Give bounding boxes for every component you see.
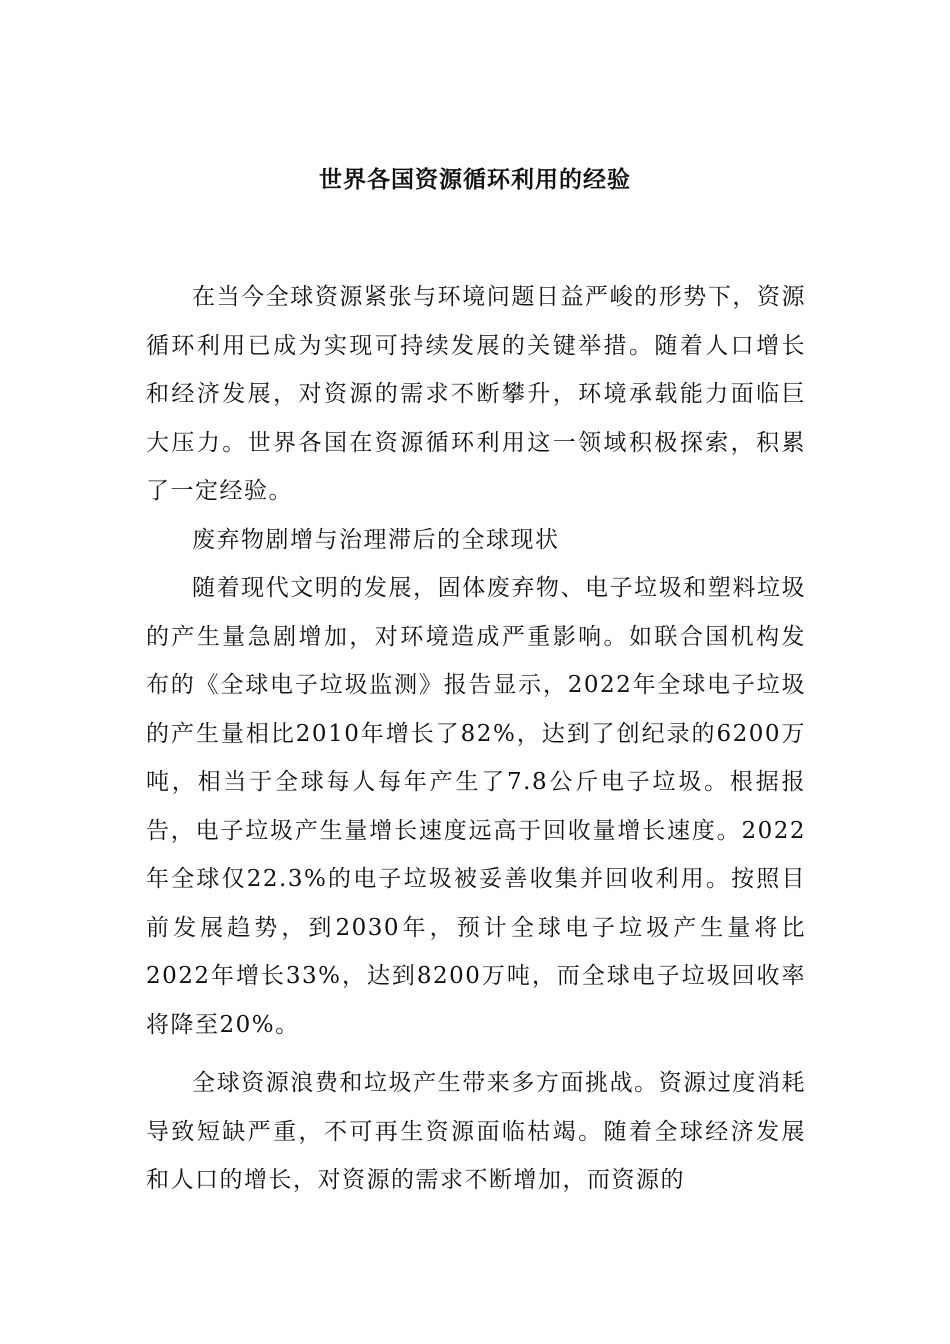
paragraph-ewaste: 随着现代文明的发展，固体废弃物、电子垃圾和塑料垃圾的产生量急剧增加，对环境造成严重影响。如联合国机构发布的《全球电子垃圾监测》报告显示，2022年全球电子垃圾的产生量相比2010年增长了82%，达到了创纪录的6200万吨，相当于全球每人每年产生了7.8公斤电子垃圾。根据报告，电子垃圾产生量增长速度远高于回收量增长速度。2022年全球仅22.3%的电子垃圾被妥善收集并回收利用。按照目前发展趋势，到2030年，预计全球电子垃圾产生量将比2022年增长33%，达到8200万吨，而全球电子垃圾回收率将降至20%。 (146, 575, 806, 1038)
document-body (146, 273, 806, 1205)
section-heading: 废弃物剧增与治理滞后的全球现状 (192, 526, 560, 553)
paragraph-intro: 在当今全球资源紧张与环境问题日益严峻的形势下，资源循环利用已成为实现可持续发展的关键举措。随着人口增长和经济发展，对资源的需求不断攀升，环境承载能力面临巨大压力。世界各国在资源循环利用这一领域积极探索，积累了一定经验。 (146, 284, 806, 504)
document-title: 世界各国资源循环利用的经验 (319, 166, 631, 193)
paragraph-challenges: 全球资源浪费和垃圾产生带来多方面挑战。资源过度消耗导致短缺严重，不可再生资源面临枯竭。随着全球经济发展和人口的增长，对资源的需求不断增加，而资源的 (146, 1070, 806, 1193)
